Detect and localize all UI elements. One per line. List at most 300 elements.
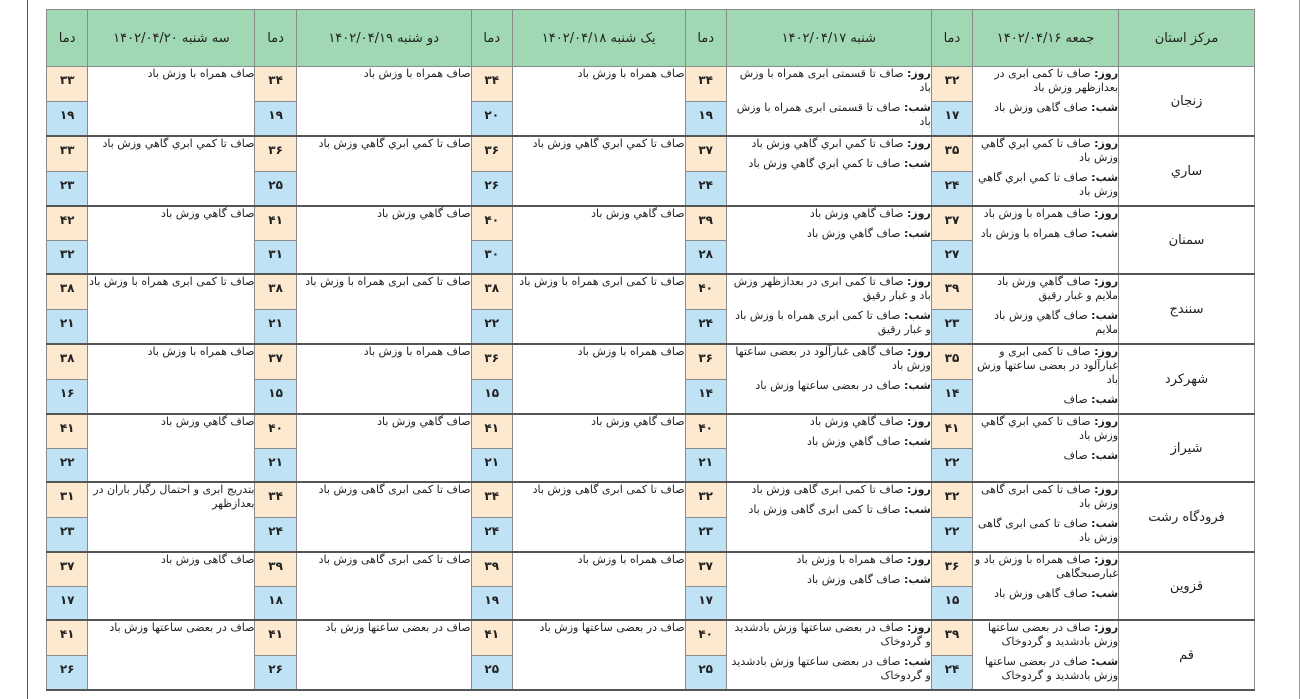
night-forecast bbox=[973, 309, 1118, 337]
temperature-cell bbox=[471, 414, 512, 482]
min-temp: ۱۹ bbox=[686, 102, 726, 136]
max-temp: ۳۴ bbox=[255, 67, 295, 102]
page-border-left bbox=[27, 0, 28, 699]
night-forecast bbox=[973, 171, 1118, 199]
forecast-description bbox=[973, 414, 1119, 482]
forecast-text: صاف تا کمی ابری همراه با وزش باد bbox=[519, 275, 685, 288]
day-forecast bbox=[727, 621, 931, 649]
header-day-2: شنبه ۱۴۰۲/۰۴/۱۷ bbox=[726, 10, 931, 67]
header-temp-1: دما bbox=[931, 10, 972, 67]
temperature-cell bbox=[255, 67, 296, 137]
forecast-description bbox=[973, 206, 1119, 274]
day-text: صاف گاهي وزش باد bbox=[809, 207, 904, 220]
forecast-text: صاف در بعضی ساعتها وزش باد bbox=[539, 621, 685, 634]
night-label: شب: bbox=[903, 435, 931, 448]
day-forecast bbox=[973, 207, 1118, 221]
forecast-description bbox=[88, 620, 255, 690]
temperature-cell bbox=[471, 274, 512, 344]
night-label: شب: bbox=[1091, 101, 1119, 114]
min-temp: ۲۶ bbox=[255, 656, 295, 690]
max-temp: ۳۶ bbox=[255, 137, 295, 172]
min-temp: ۲۴ bbox=[686, 310, 726, 344]
min-temp: ۳۲ bbox=[47, 241, 87, 274]
forecast-description bbox=[726, 344, 931, 414]
min-temp: ۲۴ bbox=[472, 518, 512, 552]
max-temp: ۳۹ bbox=[932, 275, 972, 310]
night-forecast bbox=[973, 655, 1118, 683]
min-temp: ۲۳ bbox=[686, 518, 726, 552]
night-label: شب: bbox=[1091, 393, 1119, 406]
forecast-text: صاف گاهی وزش باد bbox=[160, 553, 255, 566]
min-temp: ۳۰ bbox=[472, 241, 512, 274]
table-row bbox=[47, 274, 1255, 344]
day-forecast bbox=[727, 415, 931, 429]
night-label: شب: bbox=[1091, 587, 1119, 600]
day-forecast bbox=[973, 275, 1118, 303]
forecast-description bbox=[973, 136, 1119, 206]
max-temp: ۳۳ bbox=[47, 67, 87, 102]
day-forecast bbox=[727, 137, 931, 151]
max-temp: ۴۱ bbox=[255, 621, 295, 656]
forecast-description bbox=[726, 274, 931, 344]
forecast-text: صاف در بعضی ساعتها وزش باد bbox=[325, 621, 471, 634]
province-name: زنجان bbox=[1119, 67, 1255, 137]
night-label: شب: bbox=[903, 503, 931, 516]
night-text: صاف تا كمي ابري گاهي وزش باد bbox=[978, 171, 1119, 198]
night-forecast bbox=[727, 503, 931, 517]
night-text: صاف گاهي وزش باد ملايم bbox=[994, 309, 1119, 336]
forecast-description bbox=[296, 482, 471, 552]
day-forecast bbox=[727, 67, 931, 95]
temperature-cell bbox=[255, 136, 296, 206]
min-temp: ۲۲ bbox=[932, 449, 972, 482]
night-text: صاف تا کمی ابری گاهی وزش باد bbox=[978, 517, 1119, 544]
max-temp: ۳۳ bbox=[47, 137, 87, 172]
temperature-cell bbox=[931, 414, 972, 482]
forecast-text: صاف گاهي وزش باد bbox=[377, 207, 471, 220]
forecast-description bbox=[726, 552, 931, 620]
temperature-cell bbox=[931, 274, 972, 344]
forecast-text: صاف تا کمی ابری گاهی وزش باد bbox=[318, 553, 471, 566]
day-text: صاف تا كمي ابري گاهي وزش باد bbox=[751, 137, 904, 150]
min-temp: ۱۵ bbox=[932, 587, 972, 620]
forecast-description bbox=[973, 620, 1119, 690]
temperature-cell bbox=[47, 620, 88, 690]
day-text: صاف تا کمی ابری در بعدازظهر وزش باد bbox=[994, 67, 1119, 94]
day-text: صاف تا كمي ابري گاهي وزش باد bbox=[981, 415, 1119, 442]
forecast-text: صاف همراه با وزش باد bbox=[147, 345, 255, 358]
day-text: صاف تا کمی ابری در بعدازظهر وزش باد و غبار رقيق bbox=[733, 275, 931, 302]
forecast-text: صاف تا کمی ابری همراه با وزش باد bbox=[305, 275, 471, 288]
forecast-description bbox=[973, 482, 1119, 552]
night-label: شب: bbox=[903, 655, 931, 668]
forecast-text: صاف همراه با وزش باد bbox=[577, 553, 685, 566]
min-temp: ۲۷ bbox=[932, 241, 972, 274]
temperature-cell bbox=[471, 136, 512, 206]
min-temp: ۲۲ bbox=[932, 518, 972, 552]
forecast-text: صاف گاهي وزش باد bbox=[591, 207, 685, 220]
forecast-description bbox=[973, 552, 1119, 620]
max-temp: ۴۱ bbox=[255, 207, 295, 241]
night-text: صاف گاهي وزش باد bbox=[806, 435, 901, 448]
temperature-cell bbox=[471, 482, 512, 552]
forecast-description bbox=[88, 206, 255, 274]
min-temp: ۲۲ bbox=[47, 449, 87, 482]
max-temp: ۴۱ bbox=[472, 415, 512, 449]
day-label: روز: bbox=[906, 207, 931, 220]
max-temp: ۴۰ bbox=[686, 415, 726, 449]
day-label: روز: bbox=[1094, 207, 1119, 220]
day-label: روز: bbox=[1094, 345, 1119, 358]
min-temp: ۲۱ bbox=[686, 449, 726, 482]
night-forecast bbox=[727, 157, 931, 171]
temperature-cell bbox=[685, 67, 726, 137]
temperature-cell bbox=[255, 206, 296, 274]
day-text: صاف همراه با وزش باد bbox=[983, 207, 1091, 220]
night-forecast bbox=[727, 655, 931, 683]
min-temp: ۲۵ bbox=[255, 172, 295, 206]
night-forecast bbox=[727, 573, 931, 587]
max-temp: ۳۲ bbox=[932, 67, 972, 102]
temperature-cell bbox=[931, 620, 972, 690]
night-forecast bbox=[973, 393, 1118, 407]
night-forecast bbox=[727, 379, 931, 393]
forecast-description bbox=[88, 136, 255, 206]
province-name: فرودگاه رشت bbox=[1119, 482, 1255, 552]
province-name: ساري bbox=[1119, 136, 1255, 206]
night-text: صاف تا كمي ابري گاهي وزش باد bbox=[748, 157, 901, 170]
max-temp: ۳۹ bbox=[255, 553, 295, 587]
header-temp-5: دما bbox=[47, 10, 88, 67]
forecast-description bbox=[512, 274, 685, 344]
day-text: صاف همراه با وزش باد و غبارصبحگاهی bbox=[974, 553, 1119, 580]
min-temp: ۲۸ bbox=[686, 241, 726, 274]
max-temp: ۴۰ bbox=[686, 275, 726, 310]
header-temp-3: دما bbox=[471, 10, 512, 67]
max-temp: ۳۷ bbox=[47, 553, 87, 587]
forecast-description bbox=[512, 206, 685, 274]
min-temp: ۲۶ bbox=[47, 656, 87, 690]
day-label: روز: bbox=[906, 345, 931, 358]
night-text: صاف تا کمی ابری همراه با وزش باد و غبار رقيق bbox=[735, 309, 931, 336]
temperature-cell bbox=[471, 67, 512, 137]
day-label: روز: bbox=[906, 621, 931, 634]
forecast-description bbox=[296, 274, 471, 344]
forecast-text: صاف همراه با وزش باد bbox=[577, 67, 685, 80]
night-text: صاف گاهی وزش باد bbox=[994, 101, 1088, 114]
day-text: صاف در بعضی ساعتها وزش بادشدید و گردوخاک bbox=[734, 621, 931, 648]
max-temp: ۳۵ bbox=[932, 345, 972, 380]
table-row bbox=[47, 67, 1255, 137]
min-temp: ۲۳ bbox=[932, 310, 972, 344]
min-temp: ۱۶ bbox=[47, 380, 87, 414]
forecast-description bbox=[726, 206, 931, 274]
forecast-description bbox=[973, 67, 1119, 137]
min-temp: ۲۴ bbox=[255, 518, 295, 552]
min-temp: ۱۷ bbox=[47, 587, 87, 620]
max-temp: ۳۴ bbox=[472, 67, 512, 102]
forecast-text: صاف همراه با وزش باد bbox=[363, 345, 471, 358]
temperature-cell bbox=[931, 67, 972, 137]
weather-forecast-table bbox=[46, 9, 1255, 691]
min-temp: ۲۵ bbox=[686, 656, 726, 690]
forecast-text: صاف در بعضی ساعتها وزش باد bbox=[109, 621, 255, 634]
night-label: شب: bbox=[1091, 449, 1119, 462]
temperature-cell bbox=[471, 620, 512, 690]
header-day-1: جمعه ۱۴۰۲/۰۴/۱۶ bbox=[973, 10, 1119, 67]
header-temp-2: دما bbox=[685, 10, 726, 67]
day-forecast bbox=[727, 483, 931, 497]
province-name: قزوين bbox=[1119, 552, 1255, 620]
day-label: روز: bbox=[906, 553, 931, 566]
forecast-description bbox=[88, 274, 255, 344]
day-forecast bbox=[727, 207, 931, 221]
max-temp: ۴۱ bbox=[47, 621, 87, 656]
night-forecast bbox=[973, 101, 1118, 115]
temperature-cell bbox=[685, 482, 726, 552]
forecast-description bbox=[296, 344, 471, 414]
day-text: صاف تا كمي ابري گاهي وزش باد bbox=[981, 137, 1119, 164]
temperature-cell bbox=[685, 344, 726, 414]
night-label: شب: bbox=[903, 309, 931, 322]
night-label: شب: bbox=[1091, 309, 1119, 322]
forecast-description bbox=[973, 344, 1119, 414]
day-text: صاف تا کمی ابری گاهی وزش باد bbox=[751, 483, 904, 496]
temperature-cell bbox=[47, 552, 88, 620]
forecast-text: صاف همراه با وزش باد bbox=[363, 67, 471, 80]
max-temp: ۳۲ bbox=[932, 483, 972, 518]
header-day-3: یک شنبه ۱۴۰۲/۰۴/۱۸ bbox=[512, 10, 685, 67]
forecast-description bbox=[296, 552, 471, 620]
night-forecast bbox=[973, 227, 1118, 241]
temperature-cell bbox=[685, 206, 726, 274]
forecast-text: صاف همراه با وزش باد bbox=[577, 345, 685, 358]
min-temp: ۲۶ bbox=[472, 172, 512, 206]
min-temp: ۱۴ bbox=[932, 380, 972, 414]
day-text: صاف گاهی غبارآلود در بعضی ساعتها وزش باد bbox=[735, 345, 931, 372]
min-temp: ۱۹ bbox=[47, 102, 87, 136]
night-text: صاف تا کمی ابری گاهی وزش باد bbox=[748, 503, 901, 516]
header-day-4: دو شنبه ۱۴۰۲/۰۴/۱۹ bbox=[296, 10, 471, 67]
night-forecast bbox=[973, 517, 1118, 545]
min-temp: ۱۹ bbox=[472, 587, 512, 620]
forecast-description bbox=[726, 136, 931, 206]
day-label: روز: bbox=[1094, 67, 1119, 80]
province-name: قم bbox=[1119, 620, 1255, 690]
header-temp-4: دما bbox=[255, 10, 296, 67]
day-label: روز: bbox=[906, 137, 931, 150]
forecast-description bbox=[296, 414, 471, 482]
temperature-cell bbox=[47, 206, 88, 274]
max-temp: ۴۰ bbox=[686, 621, 726, 656]
min-temp: ۲۴ bbox=[932, 656, 972, 690]
temperature-cell bbox=[255, 414, 296, 482]
min-temp: ۳۱ bbox=[255, 241, 295, 274]
forecast-description bbox=[512, 482, 685, 552]
max-temp: ۳۷ bbox=[686, 137, 726, 172]
day-forecast bbox=[727, 553, 931, 567]
day-forecast bbox=[727, 275, 931, 303]
day-forecast bbox=[727, 345, 931, 373]
temperature-cell bbox=[931, 206, 972, 274]
min-temp: ۲۴ bbox=[932, 172, 972, 206]
table-row bbox=[47, 206, 1255, 274]
forecast-description bbox=[512, 552, 685, 620]
day-forecast bbox=[973, 553, 1118, 581]
night-label: شب: bbox=[1091, 227, 1119, 240]
day-text: صاف تا کمی ابری گاهی وزش باد bbox=[981, 483, 1119, 510]
night-forecast bbox=[727, 101, 931, 129]
day-forecast bbox=[973, 137, 1118, 165]
table-row bbox=[47, 620, 1255, 690]
night-label: شب: bbox=[1091, 655, 1119, 668]
day-label: روز: bbox=[906, 415, 931, 428]
day-label: روز: bbox=[1094, 275, 1119, 288]
day-forecast bbox=[973, 483, 1118, 511]
day-forecast bbox=[973, 415, 1118, 443]
temperature-cell bbox=[47, 414, 88, 482]
temperature-cell bbox=[47, 482, 88, 552]
night-forecast bbox=[727, 309, 931, 337]
temperature-cell bbox=[931, 344, 972, 414]
temperature-cell bbox=[255, 274, 296, 344]
max-temp: ۴۱ bbox=[472, 621, 512, 656]
max-temp: ۳۵ bbox=[932, 137, 972, 172]
max-temp: ۴۰ bbox=[255, 415, 295, 449]
forecast-text: صاف گاهي وزش باد bbox=[591, 415, 685, 428]
table-row bbox=[47, 482, 1255, 552]
forecast-description bbox=[512, 414, 685, 482]
temperature-cell bbox=[931, 552, 972, 620]
forecast-text: صاف تا کمی ابری گاهی وزش باد bbox=[318, 483, 471, 496]
day-label: روز: bbox=[906, 275, 931, 288]
day-label: روز: bbox=[906, 67, 931, 80]
max-temp: ۳۹ bbox=[472, 553, 512, 587]
temperature-cell bbox=[471, 206, 512, 274]
day-label: روز: bbox=[1094, 483, 1119, 496]
forecast-description bbox=[296, 620, 471, 690]
max-temp: ۳۴ bbox=[686, 67, 726, 102]
min-temp: ۱۵ bbox=[255, 380, 295, 414]
temperature-cell bbox=[685, 274, 726, 344]
day-text: صاف گاهي وزش باد ملايم و غبار رقيق bbox=[997, 275, 1119, 302]
min-temp: ۲۴ bbox=[686, 172, 726, 206]
min-temp: ۱۹ bbox=[255, 102, 295, 136]
day-label: روز: bbox=[1094, 415, 1119, 428]
min-temp: ۲۱ bbox=[255, 310, 295, 344]
temperature-cell bbox=[47, 344, 88, 414]
day-text: صاف تا کمی ابری و غبارآلود در بعضی ساعتها وزش باد bbox=[977, 345, 1119, 386]
table-row bbox=[47, 136, 1255, 206]
temperature-cell bbox=[685, 620, 726, 690]
day-forecast bbox=[973, 67, 1118, 95]
max-temp: ۳۸ bbox=[47, 345, 87, 380]
forecast-description bbox=[973, 274, 1119, 344]
night-forecast bbox=[973, 449, 1118, 463]
min-temp: ۱۴ bbox=[686, 380, 726, 414]
table-row bbox=[47, 552, 1255, 620]
night-label: شب: bbox=[903, 573, 931, 586]
forecast-text: صاف گاهي وزش باد bbox=[160, 415, 255, 428]
night-text: صاف گاهي وزش باد bbox=[806, 227, 901, 240]
night-label: شب: bbox=[903, 101, 931, 114]
forecast-text: صاف همراه با وزش باد bbox=[147, 67, 255, 80]
forecast-description bbox=[726, 620, 931, 690]
temperature-cell bbox=[255, 482, 296, 552]
night-label: شب: bbox=[1091, 171, 1119, 184]
forecast-description bbox=[512, 67, 685, 137]
max-temp: ۴۱ bbox=[932, 415, 972, 449]
forecast-description bbox=[88, 414, 255, 482]
day-text: صاف گاهي وزش باد bbox=[809, 415, 904, 428]
province-name: سمنان bbox=[1119, 206, 1255, 274]
day-label: روز: bbox=[906, 483, 931, 496]
max-temp: ۳۶ bbox=[472, 345, 512, 380]
temperature-cell bbox=[47, 136, 88, 206]
forecast-description bbox=[296, 136, 471, 206]
forecast-text: صاف تا کمی ابری گاهی وزش باد bbox=[532, 483, 685, 496]
night-label: شب: bbox=[903, 157, 931, 170]
min-temp: ۲۳ bbox=[47, 518, 87, 552]
min-temp: ۱۷ bbox=[686, 587, 726, 620]
max-temp: ۳۷ bbox=[255, 345, 295, 380]
forecast-description bbox=[88, 344, 255, 414]
max-temp: ۳۶ bbox=[686, 345, 726, 380]
table-row bbox=[47, 414, 1255, 482]
night-text: صاف همراه با وزش باد bbox=[980, 227, 1088, 240]
max-temp: ۳۶ bbox=[472, 137, 512, 172]
temperature-cell bbox=[471, 552, 512, 620]
header-row bbox=[47, 10, 1255, 67]
forecast-text: صاف گاهي وزش باد bbox=[377, 415, 471, 428]
night-label: شب: bbox=[903, 379, 931, 392]
max-temp: ۴۲ bbox=[47, 207, 87, 241]
province-name: شيراز bbox=[1119, 414, 1255, 482]
forecast-description bbox=[296, 67, 471, 137]
forecast-text: صاف گاهي وزش باد bbox=[160, 207, 255, 220]
min-temp: ۲۳ bbox=[47, 172, 87, 206]
forecast-description bbox=[726, 482, 931, 552]
min-temp: ۱۵ bbox=[472, 380, 512, 414]
max-temp: ۳۱ bbox=[47, 483, 87, 518]
forecast-description bbox=[726, 67, 931, 137]
header-province: مرکز استان bbox=[1119, 10, 1255, 67]
night-text: صاف bbox=[1063, 449, 1088, 462]
min-temp: ۱۷ bbox=[932, 102, 972, 136]
night-text: صاف در بعضی ساعتها وزش باد bbox=[755, 379, 901, 392]
header-day-5: سه شنبه ۱۴۰۲/۰۴/۲۰ bbox=[88, 10, 255, 67]
forecast-description bbox=[88, 482, 255, 552]
forecast-text: صاف تا کمی ابری همراه با وزش باد bbox=[89, 275, 255, 288]
min-temp: ۲۱ bbox=[47, 310, 87, 344]
forecast-description bbox=[88, 67, 255, 137]
max-temp: ۳۴ bbox=[472, 483, 512, 518]
temperature-cell bbox=[255, 344, 296, 414]
temperature-cell bbox=[255, 620, 296, 690]
night-label: شب: bbox=[1091, 517, 1119, 530]
table-row bbox=[47, 344, 1255, 414]
day-forecast bbox=[973, 345, 1118, 387]
max-temp: ۳۹ bbox=[932, 621, 972, 656]
forecast-description bbox=[512, 136, 685, 206]
temperature-cell bbox=[47, 67, 88, 137]
night-text: صاف bbox=[1063, 393, 1088, 406]
temperature-cell bbox=[931, 136, 972, 206]
max-temp: ۳۶ bbox=[932, 553, 972, 587]
day-text: صاف تا قسمتی ابری همراه با وزش باد bbox=[739, 67, 931, 94]
temperature-cell bbox=[685, 414, 726, 482]
temperature-cell bbox=[685, 136, 726, 206]
